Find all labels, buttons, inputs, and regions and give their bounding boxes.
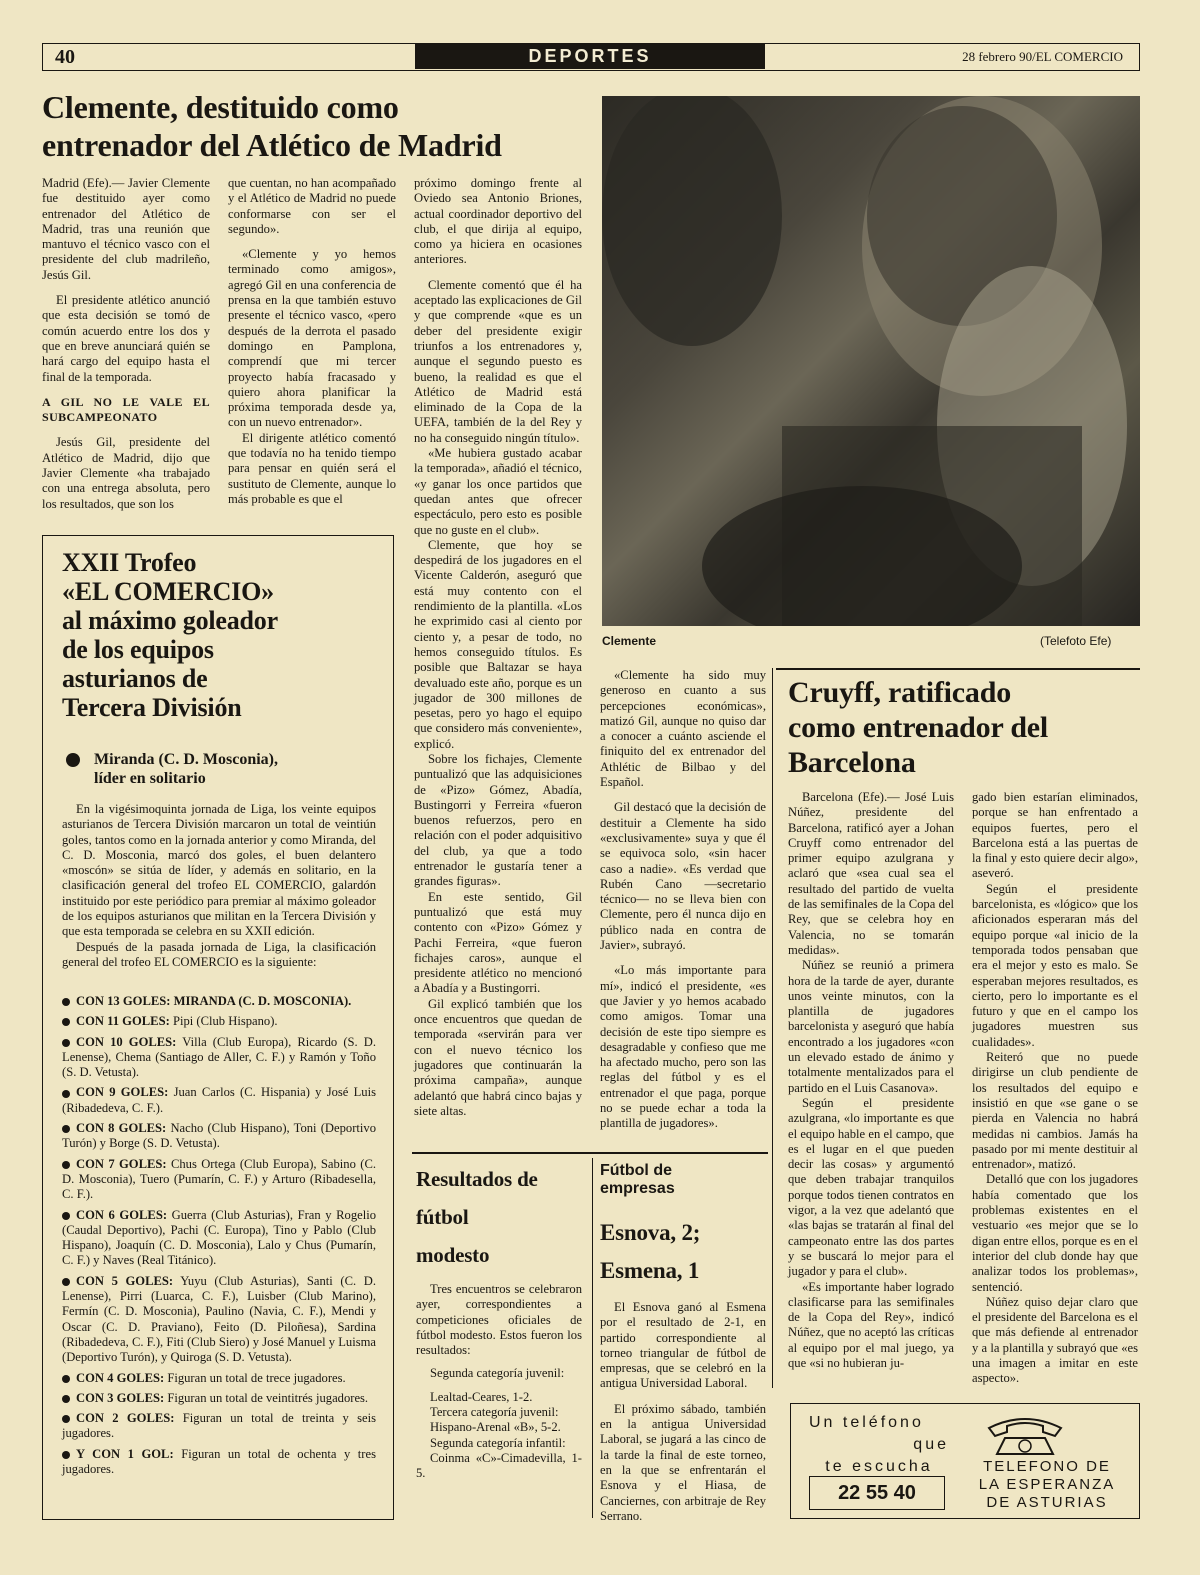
bullet-icon [66, 753, 80, 767]
article-paragraph: Núñez quiso dejar claro que el presidente del Barcelona es el que más defiende al entrenador y a la plantilla y subrayó que «es una imagen a imitar en este aspecto». [972, 1294, 1138, 1386]
cruyff-headline-line: Barcelona [788, 746, 916, 779]
article-paragraph: «Lo más importante para mí», indicó el presidente, «es que Javier y yo hemos acabado como amigos. Tomar una decisión de este tipo siempre es desagradable y confieso que me ha afectado mucho, pero son las reglas del fútbol y es el entrenador el que paga, porque no se puede echar a toda la plantilla de jugadores». [600, 963, 766, 1131]
article-paragraph: Jesús Gil, presidente del Atlético de Madrid, dijo que Javier Clemente «ha trabajado con una entrega absoluta, pero los resultados, que son los [42, 435, 210, 511]
modesto-title-line: modesto [416, 1243, 490, 1267]
goal-players: Figuran un total de ochenta y tres jugadores. [62, 1446, 376, 1477]
empresas-kicker-line: empresas [600, 1180, 675, 1197]
empresas-kicker-line: Fútbol de [600, 1162, 672, 1179]
bullet-icon [62, 1125, 70, 1133]
goal-label: CON 2 GOLES: [76, 1411, 175, 1426]
page-number: 40 [55, 46, 75, 68]
clemente-column-2 [228, 176, 396, 507]
goal-players: Guerra (Club Asturias), Fran y Rogelio (Caudal Deportivo), Pachi (C. Europa), Tino y Pablo (Club Hispano), Joaquín (C. D. Mosconia), Lalo y Chus (Pumarín, C. F.) y Naves (Real Titánico). [62, 1207, 376, 1268]
bullet-icon [62, 1039, 70, 1047]
article-paragraph: Gil explicó también que los once encuentros que quedan de temporada «servirán para ver con el nuevo técnico los jugadores que continuarán la próxima campaña», aunque adelantó que habrá cinco bajas y siete altas. [414, 996, 582, 1118]
article-paragraph: Madrid (Efe).— Javier Clemente fue destituido ayer como entrenador del Atlético de Madrid, tras una reunión que mantuvo el técnico vasco con el presidente del club madrileño, Jesús Gil. [42, 176, 210, 282]
goal-entry [62, 1411, 376, 1442]
photo-credit: (Telefoto Efe) [1040, 634, 1112, 648]
empresas-title [600, 1214, 766, 1290]
goal-entry [62, 1274, 376, 1366]
modesto-body [416, 1282, 582, 1482]
goal-label: CON 10 GOLES: [76, 1034, 177, 1049]
goal-label: CON 13 GOLES: [76, 994, 171, 1008]
trofeo-title-line: asturianos de [62, 664, 208, 693]
telephone-icon [985, 1414, 1065, 1461]
goal-entry [62, 1121, 376, 1152]
article-paragraph: próximo domingo frente al Oviedo sea Antonio Briones, actual coordinador deportivo del club, el que dirija al equipo, como ya hiciera en ocasiones anteriores. [414, 176, 582, 267]
article-paragraph: Barcelona (Efe).— José Luis Núñez, presidente del Barcelona, ratificó ayer a Johan Cruyff como entrenador del primer equipo azulgrana y aclaró que «sea cual sea el resultado del partido de vuelta de las semifinales de la Copa del Rey, que se celebra hoy en Valencia, no se tomarán medidas». [788, 790, 954, 957]
phone-ad-org [959, 1458, 1135, 1512]
goal-entry [62, 1157, 376, 1203]
goal-label: CON 9 GOLES: [76, 1085, 169, 1100]
match-result: Lealtad-Ceares, 1-2. [430, 1389, 533, 1404]
goal-entry [62, 1447, 376, 1478]
dateline: 28 febrero 90/EL COMERCIO [962, 49, 1123, 64]
article-paragraph: Sobre los fichajes, Clemente puntualizó que las adquisiciones de «Pizo» Gómez, Abadía, Bustingorri y Ferreira «fueron buenos refuerzos, pero en relación con el poder adquisitivo del club, ya que a todo entrenador le gustaría tener a grandes figuras». [414, 751, 582, 889]
goal-entry [62, 1391, 376, 1406]
subheading: A GIL NO LE VALE EL SUBCAMPEONATO [42, 394, 210, 425]
bullet-icon [62, 1451, 70, 1459]
slogan-line: que [913, 1436, 949, 1453]
bullet-icon [62, 1375, 70, 1383]
trofeo-title-line: XXII Trofeo [62, 548, 197, 577]
goal-players: Yuyu (Club Asturias), Santi (C. D. Lenense), Pirri (Luarca, C. F.), Luisber (Club Marino), Fermín (C. D. Mosconia), Paulino (Navia, C. F.), Mendi y Oscar (C. D. Praviano), Feito (D. Piloñesa), Sardina (Ribadedeva, C. F.), Fiti (Club Siero) y José Manuel y Luisma (Deportivo Turón), y Quiroga (S. D. Vetusta). [62, 1273, 376, 1365]
article-paragraph: En la vigésimoquinta jornada de Liga, los veinte equipos asturianos de Tercera División marcaron un total de veintiún goles, tantos como en la jornada anterior y como Miranda, del C. D. Mosconia, marcó dos goles, el buen delantero «moscón» se sitúa de líder, y además en solitario, en la clasificación general del trofeo EL COMERCIO, galardón instituido por este periódico para premiar al máximo goleador de los equipos asturianos que militan en la Tercera División y que esta temporada se celebra en su XXII edición. [62, 802, 376, 939]
photo-illustration [602, 96, 1140, 626]
cruyff-headline-line: como entrenador del [788, 711, 1049, 744]
clemente-column-1 [42, 176, 210, 512]
bullet-icon [62, 1018, 70, 1026]
divider [592, 1158, 593, 1518]
goal-players: Figuran un total de veintitrés jugadores. [167, 1390, 369, 1405]
article-paragraph: Clemente, que hoy se despedirá de los jugadores en el Vicente Calderón, aseguró que está muy contento con el rendimiento de la plantilla. «Los he exprimido casi al ciento por ciento y, a pesar de todo, no hemos conseguido títulos. Es posible que Baltazar se haya devaluado este año, porque es un jugador de 300 millones de pesetas, pero yo hago el equipo que considero más conveniente», explicó. [414, 537, 582, 751]
cruyff-column-1 [788, 790, 954, 1371]
clemente-column-4 [600, 668, 766, 1132]
bullet-icon [62, 998, 70, 1006]
article-paragraph: Reiteró que no puede dirigirse un club pendiente de los resultados del equipo e insistió en que «se gane o se pierda en Valencia no habrá medidas ni cambios. Jamás ha pasado por mi mente destituir al entrenador», matizó. [972, 1050, 1138, 1172]
goal-players: Nacho (Club Hispano), Toni (Deportivo Turón) y Borge (S. D. Vetusta). [62, 1121, 376, 1151]
goal-players: Figuran un total de treinta y seis jugadores. [62, 1411, 376, 1441]
goal-entry [62, 1035, 376, 1081]
article-paragraph: El dirigente atlético comentó que todavía no ha tenido tiempo para pensar en quién será el sustituto de Clemente, aunque lo más probable es que el [228, 430, 396, 506]
org-line: TELEFONO DE [983, 1458, 1111, 1475]
modesto-title [416, 1160, 592, 1274]
trofeo-title-line: Tercera División [62, 693, 242, 722]
empresas-title-line: Esmena, 1 [600, 1258, 700, 1283]
clemente-headline [42, 88, 602, 164]
trofeo-title-line: al máximo goleador [62, 606, 278, 635]
goal-players: Figuran un total de trece jugadores. [167, 1370, 346, 1385]
trofeo-body [62, 802, 376, 970]
article-paragraph: «Clemente ha sido muy generoso en cuanto a sus percepciones económicas», matizó Gil, aunque no quiso dar a conocer a cuánto asciende el finiquito del ex entrenador del Athlétic de Bilbao y del Español. [600, 668, 766, 790]
article-paragraph: Según el presidente azulgrana, «lo importante es que el equipo hable en el campo, que es el lugar en el que pueden decir las cosas» y argumentó que deben trabajar tranquilos porque todos tienen contratos en vigor, a la vez que adelantó que «las bajas se tratarán al final del campeonato entre las dos partes y se buscará lo mejor para el jugador y para el club». [788, 1095, 954, 1279]
trofeo-kicker [66, 750, 366, 788]
article-paragraph: Según el presidente barcelonista, es «lógico» que los aficionados esperaran más del equipo porque «al inicio de la temporada todos pensaban que era el mejor y esto es malo. Se esperaban mejores resultados, es cierto, pero lo importante es el futuro y que en el campo los jugadores muestren sus cualidades». [972, 881, 1138, 1049]
article-paragraph: El presidente atlético anunció que esta decisión se tomó de común acuerdo entre los dos y que en breve anunciará quién se hará cargo del equipo hasta el final de la temporada. [42, 293, 210, 384]
cruyff-column-2 [972, 790, 1138, 1387]
article-paragraph: que cuentan, no han acompañado y el Atlético de Madrid no puede conformarse con ser el segundo». [228, 176, 396, 236]
cruyff-headline [788, 675, 1138, 780]
divider [776, 668, 1140, 670]
goal-players: Chus Ortega (Club Europa), Sabino (C. D. Mosconia), Tuero (Pumarín, C. F.) y Arturo (Ribadesella, C. F.). [62, 1156, 377, 1202]
goal-players: MIRANDA (C. D. MOSCONIA). [173, 994, 352, 1008]
article-paragraph: «Me hubiera gustado acabar la temporada», añadió el técnico, «y ganar los once partidos que quedan antes que ofrecer espectáculo, pero esto es posible que no guste en el club». [414, 446, 582, 537]
goal-label: CON 5 GOLES: [76, 1273, 174, 1288]
modesto-title-line: fútbol [416, 1205, 469, 1229]
trofeo-title [62, 548, 382, 722]
divider [412, 1152, 768, 1154]
article-paragraph: Clemente comentó que él ha aceptado las explicaciones de Gil y que comprende «que es un deber del presidente exigir triunfos a los entrenadores y, aunque el segundo puesto es bueno, la realidad es que el Atlético de Madrid está eliminado de la Copa de la UEFA, también de la del Rey y no ha conseguido ningún título». [414, 277, 582, 445]
goal-label: CON 3 GOLES: [76, 1390, 165, 1405]
category-label: Tercera categoría juvenil: [430, 1405, 559, 1420]
goal-players: Pipi (Club Hispano). [172, 1014, 278, 1029]
category-label: Segunda categoría juvenil: [430, 1366, 565, 1381]
bullet-icon [62, 1212, 70, 1220]
goal-label: CON 4 GOLES: [76, 1370, 165, 1385]
category-label: Segunda categoría infantil: [430, 1435, 566, 1450]
goal-entry [62, 1208, 376, 1269]
divider [772, 668, 773, 1388]
goal-label: Y CON 1 GOL: [76, 1446, 174, 1461]
article-paragraph: «Clemente y yo hemos terminado como amigos», agregó Gil en una conferencia de prensa en la que también estuvo presente el técnico vasco, «pero después de la derrota el pasado domingo en Pamplona, comprendí que mi tercer proyecto había fracasado y quiero ahora planificar la próxima temporada desde ya, con un nuevo entrenador». [228, 247, 396, 430]
goal-label: CON 11 GOLES: [76, 1014, 170, 1029]
org-line: DE ASTURIAS [986, 1494, 1108, 1511]
modesto-title-line: Resultados de [416, 1167, 538, 1191]
article-paragraph: Gil destacó que la decisión de destituir a Clemente ha sido «exclusivamente» suya y que él se equivoca solo, «sin hacer caso a nadie». «Es verdad que Rubén Cano —secretario técnico— no se lleva bien con Clemente, pero él nunca dijo en público nada en contra de Javier», subrayó. [600, 800, 766, 953]
article-paragraph: «Es importante haber logrado clasificarse para las semifinales de la Copa del Rey», indicó Núñez, que no aceptó las críticas al equipo por el mal juego, ya que «si no hubieran ju- [788, 1279, 954, 1370]
clemente-headline-line: Clemente, destituido como [42, 89, 399, 125]
phone-ad [790, 1403, 1140, 1519]
clemente-column-3 [414, 176, 582, 1119]
goal-list [62, 994, 376, 1482]
clemente-photo [602, 96, 1140, 626]
slogan-line: te escucha [825, 1458, 933, 1475]
clemente-headline-line: entrenador del Atlético de Madrid [42, 127, 502, 163]
org-line: LA ESPERANZA [978, 1476, 1116, 1493]
match-result: Hispano-Arenal «B», 5-2. [430, 1420, 561, 1435]
article-paragraph: El próximo sábado, también en la antigua Universidad Laboral, se jugará a las cinco de la tarde la final de este torneo, en la que se enfrentarán el Esnova y el Hiasa, de Canciernes, con arbitraje de Rey Serrano. [600, 1401, 766, 1523]
goal-players: Villa (Club Europa), Ricardo (S. D. Lenense), Chema (Santiago de Aller, C. F.) y Ramón y Toño (S. D. Vetusta). [62, 1034, 377, 1080]
bullet-icon [62, 1278, 70, 1286]
empresas-title-line: Esnova, 2; [600, 1220, 701, 1245]
article-paragraph: Núñez se reunió a primera hora de la tarde de ayer, durante unos veinte minutos, con la plantilla de jugadores barcelonista y aseguró que había encontrado a los jugadores «con un elevado estado de ánimo y totalmente mentalizados para el partido en el Luis Casanova». [788, 958, 954, 1095]
page-header [42, 43, 1140, 71]
bullet-icon [62, 1415, 70, 1423]
photo-caption: Clemente [602, 634, 657, 648]
goal-entry [62, 1085, 376, 1116]
goal-label: CON 7 GOLES: [76, 1156, 167, 1171]
article-paragraph: gado bien estarían eliminados, porque se han enfrentado a equipos fuertes, pero el Barcelona está a las puertas de la final y esto quiere decir algo», aseveró. [972, 790, 1138, 881]
article-paragraph: Después de la pasada jornada de Liga, la clasificación general del trofeo EL COMERCIO es la siguiente: [62, 939, 376, 969]
goal-entry [62, 1014, 376, 1029]
goal-entry [62, 994, 376, 1009]
slogan-line: Un teléfono [809, 1414, 924, 1431]
trofeo-kicker-line: líder en solitario [94, 770, 206, 787]
goal-players: Juan Carlos (C. Hispania) y José Luis (Ribadedeva, C. F.). [62, 1085, 377, 1115]
phone-ad-slogan [809, 1412, 949, 1478]
trofeo-title-line: «EL COMERCIO» [62, 577, 274, 606]
goal-label: CON 8 GOLES: [76, 1121, 167, 1136]
section-title: DEPORTES [415, 44, 765, 69]
empresas-body [600, 1300, 766, 1524]
bullet-icon [62, 1395, 70, 1403]
bullet-icon [62, 1090, 70, 1098]
empresas-kicker [600, 1162, 766, 1198]
trofeo-title-line: de los equipos [62, 635, 214, 664]
phone-number: 22 55 40 [809, 1476, 945, 1510]
cruyff-headline-line: Cruyff, ratificado [788, 676, 1012, 709]
goal-label: CON 6 GOLES: [76, 1207, 168, 1222]
article-paragraph: Detalló que con los jugadores había comentado que los problemas existentes en el vestuario «es mejor que se lo digan entre ellos, porque es en el interior del club donde hay que analizar todos los problemas», sentenció. [972, 1172, 1138, 1294]
goal-entry [62, 1371, 376, 1386]
trofeo-kicker-line: Miranda (C. D. Mosconia), [94, 751, 278, 768]
article-paragraph: Tres encuentros se celebraron ayer, correspondientes a competiciones oficiales de fútbol modesto. Estos fueron los resultados: [416, 1282, 582, 1358]
article-paragraph: En este sentido, Gil puntualizó que está muy contento con «Pizo» Gómez y Pachi Ferreira, «que fueron fichajes caros», aunque el presidente atlético no mencionó a Abadía y a Bustingorri. [414, 889, 582, 996]
article-paragraph: El Esnova ganó al Esmena por el resultado de 2-1, en partido correspondiente al torneo triangular de fútbol de empresas, que se celebró en la antigua Universidad Laboral. [600, 1300, 766, 1391]
match-result: Coinma «C»-Cimadevilla, 1-5. [416, 1450, 582, 1481]
bullet-icon [62, 1161, 70, 1169]
